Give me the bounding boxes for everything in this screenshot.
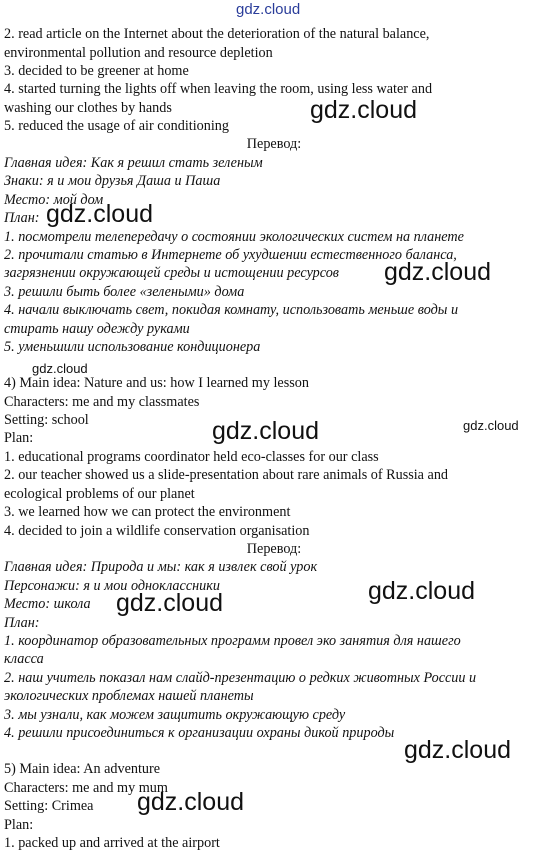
text-line: класса — [4, 651, 44, 667]
translation-heading: Перевод: — [246, 136, 302, 152]
text-line: Setting: Crimea — [4, 798, 94, 814]
watermark: gdz.cloud — [310, 96, 418, 124]
watermark: gdz.cloud — [368, 577, 476, 605]
text-line: 1. координатор образовательных программ провел эко занятия для нашего — [4, 633, 461, 649]
text-line: 2. наш учитель показал нам слайд-презентацию о редких животных России и — [4, 670, 477, 686]
text-line: стирать нашу одежду руками — [4, 321, 190, 337]
text-line: 3. we learned how we can protect the environment — [4, 504, 291, 520]
document-page — [4, 0, 544, 856]
text-line: Главная идея: Как я решил стать зеленым — [4, 155, 263, 171]
text-line: 5. reduced the usage of air conditioning — [4, 118, 229, 134]
watermark: gdz.cloud — [116, 589, 224, 617]
text-line: 3. decided to be greener at home — [4, 63, 189, 79]
text-line: загрязнении окружающей среды и истощении ресурсов — [4, 265, 339, 281]
watermark: gdz.cloud — [212, 417, 320, 445]
text-line: 1. посмотрели телепередачу о состоянии экологических систем на планете — [4, 229, 464, 245]
text-line: 1. educational programs coordinator held eco-classes for our class — [4, 449, 379, 465]
text-line: 4. decided to join a wildlife conservation organisation — [4, 523, 310, 539]
text-line: 4. started turning the lights off when leaving the room, using less water and — [4, 81, 433, 97]
text-line: Место: школа — [4, 596, 91, 612]
watermark: gdz.cloud — [404, 736, 512, 764]
text-line: 2. read article on the Internet about the deterioration of the natural balance, — [4, 26, 430, 42]
text-line: environmental pollution and resource depletion — [4, 45, 273, 61]
text-line: 4. начали выключать свет, покидая комнату, использовать меньше воды и — [4, 302, 459, 318]
text-line: Characters: me and my mum — [4, 780, 168, 796]
text-line: Знаки: я и мои друзья Даша и Паша — [4, 173, 221, 189]
text-line: План: — [4, 615, 40, 631]
text-line: экологических проблемах нашей планеты — [4, 688, 254, 704]
watermark: gdz.cloud — [32, 361, 88, 376]
text-line: Plan: — [4, 430, 34, 446]
text-line: 5) Main idea: An adventure — [4, 761, 161, 777]
watermark: gdz.cloud — [137, 788, 245, 816]
text-line: 1. packed up and arrived at the airport — [4, 835, 220, 851]
text-line: План: — [4, 210, 40, 226]
text-line: Место: мой дом — [4, 192, 104, 208]
watermark: gdz.cloud — [46, 200, 154, 228]
text-line: Главная идея: Природа и мы: как я извлек свой урок — [4, 559, 318, 575]
text-line: 3. решили быть более «зелеными» дома — [4, 284, 245, 300]
text-line: 2. our teacher showed us a slide-presentation about rare animals of Russia and — [4, 467, 449, 483]
watermark: gdz.cloud — [384, 258, 492, 286]
text-line: Characters: me and my classmates — [4, 394, 200, 410]
text-line: Персонажи: я и мои одноклассники — [4, 578, 220, 594]
text-line: 2. прочитали статью в Интернете об ухудшении естественного баланса, — [4, 247, 457, 263]
text-line: ecological problems of our planet — [4, 486, 195, 502]
text-line: 4. решили присоединиться к организации охраны дикой природы — [4, 725, 395, 741]
text-line: Plan: — [4, 817, 34, 833]
text-line: washing our clothes by hands — [4, 100, 172, 116]
text-line: 5. уменьшили использование кондиционера — [4, 339, 261, 355]
watermark-header: gdz.cloud — [236, 1, 301, 18]
watermark: gdz.cloud — [463, 418, 519, 433]
text-line: Setting: school — [4, 412, 89, 428]
text-line: 3. мы узнали, как можем защитить окружающую среду — [4, 707, 346, 723]
translation-heading: Перевод: — [246, 541, 302, 557]
text-line: 4) Main idea: Nature and us: how I learned my lesson — [4, 375, 309, 391]
